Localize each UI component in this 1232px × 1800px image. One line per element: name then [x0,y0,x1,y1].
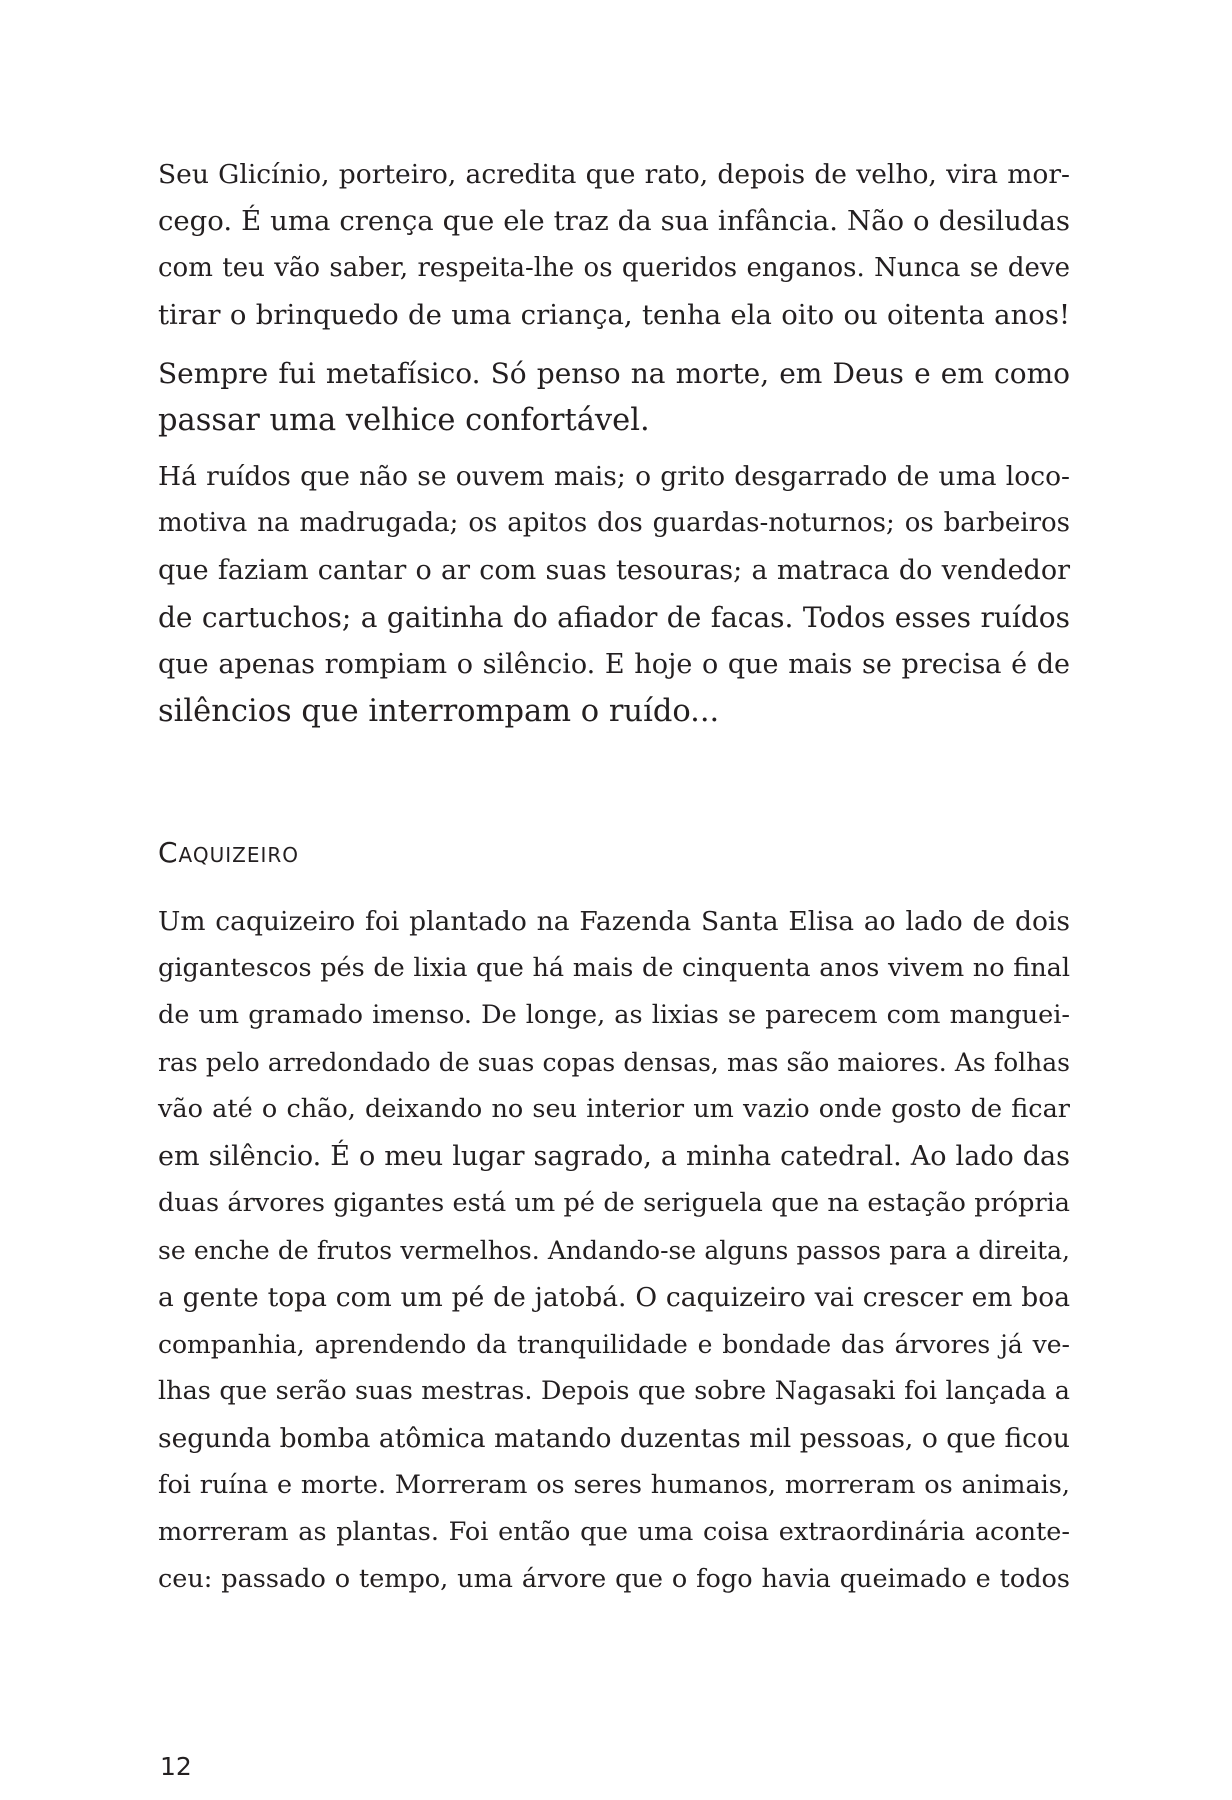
text-line: que apenas rompiam o silêncio. E hoje o que mais se precisa é de [158,649,1070,680]
text-line: ras pelo arredondado de suas copas densas, mas são maiores. As folhas [158,1048,1070,1077]
text-line: de um gramado imenso. De longe, as lixias se parecem com manguei- [158,1000,1070,1030]
section-heading: Caquizeiro [158,836,300,869]
text-line: ceu: passado o tempo, uma árvore que o fogo havia queimado e todos [158,1564,1070,1594]
text-line: com teu vão saber, respeita-lhe os queridos enganos. Nunca se deve [158,253,1070,283]
text-line: vão até o chão, deixando no seu interior um vazio onde gosto de ficar [158,1094,1070,1124]
text-line: em silêncio. É o meu lugar sagrado, a minha catedral. Ao lado das [158,1141,1070,1172]
text-line: Sempre fui metafísico. Só penso na morte, em Deus e em como [158,357,1070,390]
text-line: motiva na madrugada; os apitos dos guardas-noturnos; os barbeiros [158,508,1070,538]
text-line: que faziam cantar o ar com suas tesouras; a matraca do vendedor [158,555,1070,586]
text-line: tirar o brinquedo de uma criança, tenha ela oito ou oitenta anos! [158,299,1070,331]
text-line: duas árvores gigantes está um pé de seriguela que na estação própria [158,1188,1070,1218]
text-line: foi ruína e morte. Morreram os seres humanos, morreram os animais, [158,1470,1070,1500]
text-line: Um caquizeiro foi plantado na Fazenda Santa Elisa ao lado de dois [158,906,1070,937]
text-line: de cartuchos; a gaitinha do afiador de facas. Todos esses ruídos [158,601,1070,634]
text-line: lhas que serão suas mestras. Depois que sobre Nagasaki foi lançada a [158,1376,1070,1406]
text-line: gigantescos pés de lixia que há mais de cinquenta anos vivem no final [158,953,1070,983]
paragraph-caquizeiro [158,898,1070,1603]
text-line: passar uma velhice confortável. [158,403,650,438]
paragraph-ruidos [158,453,1070,735]
paragraph-metafisico [158,350,1070,444]
text-line: companhia, aprendendo da tranquilidade e bondade das árvores já ve- [158,1330,1070,1359]
text-line: se enche de frutos vermelhos. Andando-se alguns passos para a direita, [158,1236,1070,1265]
text-line: Seu Glicínio, porteiro, acredita que rato, depois de velho, vira mor- [158,159,1070,190]
paragraph-glicinio [158,151,1070,339]
text-line: silêncios que interrompam o ruído... [158,694,720,729]
text-line: a gente topa com um pé de jatobá. O caquizeiro vai crescer em boa [158,1282,1070,1313]
text-line: Há ruídos que não se ouvem mais; o grito desgarrado de uma loco- [158,461,1070,492]
text-line: morreram as plantas. Foi então que uma coisa extraordinária aconte- [158,1517,1070,1547]
page-number: 12 [160,1752,192,1781]
text-line: cego. É uma crença que ele traz da sua infância. Não o desiludas [158,205,1070,237]
text-line: segunda bomba atômica matando duzentas mil pessoas, o que ficou [158,1423,1070,1454]
